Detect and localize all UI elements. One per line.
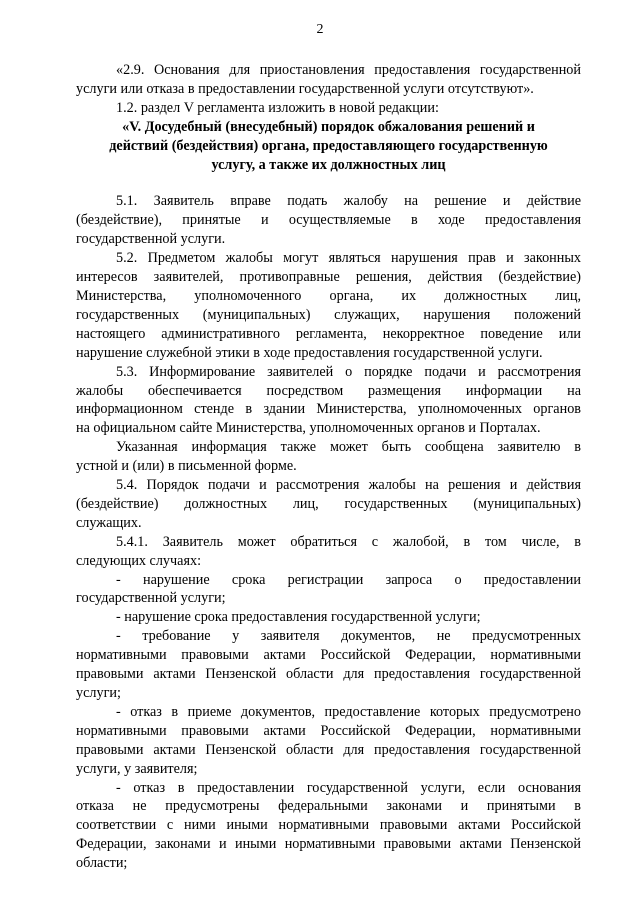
paragraph-5-4 — [76, 476, 581, 533]
text-line: государственной услуги; — [76, 590, 226, 607]
text-line: государственной услуги. — [76, 231, 226, 248]
text-line: нарушение служебной этики в ходе предоставления государственной услуги. — [76, 344, 543, 361]
text-line: информационном стенде в здании Министерства, уполномоченных органов — [76, 401, 581, 418]
text-line: услуги; — [76, 685, 121, 701]
text-line: 5.4. Порядок подачи и рассмотрения жалобы на решения и действия — [116, 477, 581, 494]
text-line: отказа не предусмотрены федеральными законами и принятыми в — [76, 798, 581, 815]
text-line: - нарушение срока предоставления государственной услуги; — [116, 609, 481, 626]
text-line: 5.4.1. Заявитель может обратиться с жалобой, в том числе, в — [116, 533, 581, 550]
list-item — [76, 627, 581, 703]
text-line: - отказ в приеме документов, предоставление которых предусмотрено — [116, 703, 581, 720]
text-line: служащих. — [76, 514, 142, 531]
text-line: Указанная информация также может быть сообщена заявителю в — [116, 439, 581, 456]
text-line: следующих случаях: — [76, 552, 202, 569]
text-line: «2.9. Основания для приостановления предоставления государственной — [116, 62, 581, 78]
paragraph-5-3-info — [76, 438, 581, 476]
list-item — [76, 703, 581, 779]
heading-line: «V. Досудебный (внесудебный) порядок обжалования решений и — [122, 118, 535, 135]
list-item — [76, 571, 581, 609]
text-line: - отказ в предоставлении государственной услуги, если основания — [116, 779, 581, 796]
text-line: соответствии с ними иными нормативными правовыми актами Российской — [76, 817, 581, 834]
text-line: устной и (или) в письменной форме. — [76, 458, 297, 475]
text-line: 5.1. Заявитель вправе подать жалобу на решение и действие — [116, 193, 581, 210]
text-line: 5.3. Информирование заявителей о порядке подачи и рассмотрения — [116, 363, 581, 380]
document-body — [76, 61, 581, 873]
text-line: услуги, у заявителя; — [76, 760, 198, 777]
paragraph-5-2 — [76, 249, 581, 362]
paragraph-5-3 — [76, 363, 581, 439]
paragraph-5-4-1 — [76, 533, 581, 571]
text-line: - требование у заявителя документов, не предусмотренных — [116, 628, 581, 645]
text-line: государственных (муниципальных) служащих, нарушения положений — [76, 306, 581, 323]
text-line: нормативными правовыми актами Российской Федерации, нормативными — [76, 647, 581, 664]
text-line: - нарушение срока регистрации запроса о предоставлении — [116, 571, 581, 588]
text-line: 5.2. Предметом жалобы могут являться нарушения прав и законных — [116, 250, 581, 267]
page-number: 2 — [316, 22, 324, 37]
paragraph-5-1 — [76, 192, 581, 249]
text-line: правовыми актами Пензенской области для предоставления государственной — [76, 666, 581, 683]
paragraph-1-2 — [76, 99, 581, 118]
heading-line: услугу, а также их должностных лиц — [211, 156, 446, 173]
text-line: Министерства, уполномоченного органа, их должностных лиц, — [76, 287, 581, 304]
text-line: 1.2. раздел V регламента изложить в новой редакции: — [116, 99, 439, 116]
heading-line: действий (бездействия) органа, предоставляющего государственную — [109, 137, 548, 154]
text-line: нормативными правовыми актами Российской Федерации, нормативными — [76, 722, 581, 739]
text-line: настоящего административного регламента, некорректное поведение или — [76, 325, 581, 342]
text-line: Федерации, законами и иными нормативными правовыми актами Пензенской — [76, 836, 581, 853]
list-item — [76, 779, 581, 874]
text-line: интересов заявителей, противоправные решения, действия (бездействие) — [76, 269, 581, 286]
text-line: услуги или отказа в предоставлении государственной услуги отсутствуют». — [76, 80, 534, 97]
list-item — [76, 608, 581, 627]
spacer — [76, 174, 581, 192]
text-line: на официальном сайте Министерства, уполномоченных органов и Порталах. — [76, 420, 541, 437]
text-line: (бездействие) должностных лиц, государственных (муниципальных) — [76, 495, 581, 512]
text-line: области; — [76, 855, 128, 872]
paragraph-2-9 — [76, 61, 581, 99]
text-line: (бездействие), принятые и осуществляемые в ходе предоставления — [76, 212, 581, 229]
text-line: правовыми актами Пензенской области для предоставления государственной — [76, 741, 581, 758]
text-line: жалобы обеспечивается посредством размещения информации на — [76, 382, 581, 399]
section-heading — [76, 118, 581, 175]
